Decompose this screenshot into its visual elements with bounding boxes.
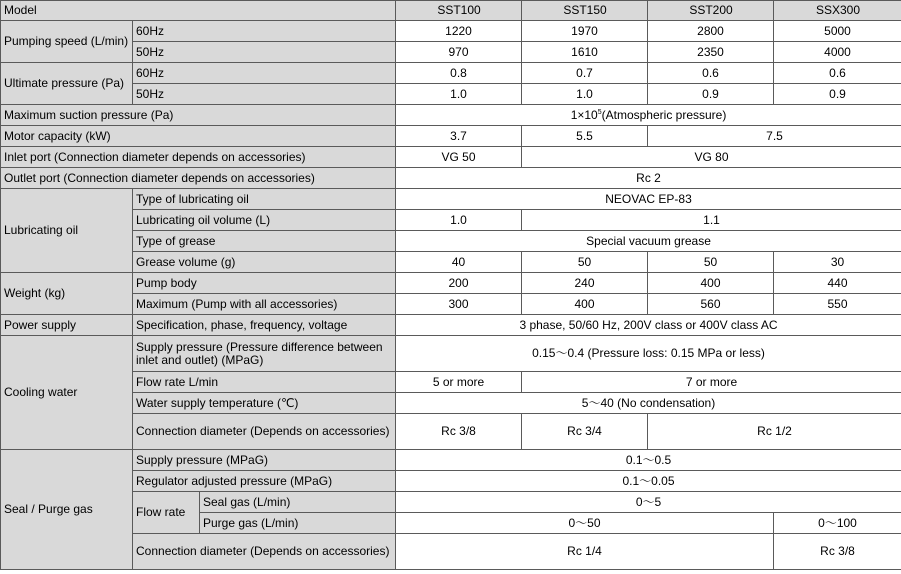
seal-gas-label: Seal gas (L/min) [200, 492, 396, 513]
pumping-speed-label: Pumping speed (L/min) [1, 21, 133, 63]
motor-sst200-ssx300: 7.5 [648, 126, 901, 147]
ultimate-pressure-60-row [1, 63, 901, 84]
motor-sst150: 5.5 [522, 126, 648, 147]
ultimate-pressure-50-row [1, 84, 901, 105]
seal-regulator-value: 0.1～0.05 [396, 471, 901, 492]
grease-volume-row [1, 252, 901, 273]
weight-label: Weight (kg) [1, 273, 133, 315]
lube-volume-label: Lubricating oil volume (L) [133, 210, 396, 231]
outlet-row [1, 168, 901, 189]
weight-max-ssx300: 550 [774, 294, 901, 315]
weight-max-sst100: 300 [396, 294, 522, 315]
grease-volume-sst150: 50 [522, 252, 648, 273]
weight-body-row [1, 273, 901, 294]
seal-conn-row [1, 534, 901, 570]
ultimate-pressure-60-sst200: 0.6 [648, 63, 774, 84]
max-suction-value [396, 105, 901, 126]
ultimate-pressure-50-ssx300: 0.9 [774, 84, 901, 105]
pumping-speed-50-sst150: 1610 [522, 42, 648, 63]
inlet-sst100: VG 50 [396, 147, 522, 168]
cooling-flow-sst100: 5 or more [396, 372, 522, 393]
max-suction-base: 1×10 [570, 107, 598, 122]
cooling-conn-others: Rc 1/2 [648, 414, 901, 450]
lubricating-label: Lubricating oil [1, 189, 133, 273]
pumping-speed-50-row [1, 42, 901, 63]
pumping-speed-50hz-label: 50Hz [133, 42, 396, 63]
seal-supply-row [1, 450, 901, 471]
weight-body-sst100: 200 [396, 273, 522, 294]
lube-volume-sst100: 1.0 [396, 210, 522, 231]
grease-type-row [1, 231, 901, 252]
model-ssx300: SSX300 [774, 1, 901, 21]
cooling-conn-label: Connection diameter (Depends on accessories) [133, 414, 396, 450]
grease-volume-ssx300: 30 [774, 252, 901, 273]
cooling-flow-others: 7 or more [522, 372, 901, 393]
ultimate-pressure-60-sst150: 0.7 [522, 63, 648, 84]
power-value: 3 phase, 50/60 Hz, 200V class or 400V class AC [396, 315, 901, 336]
pumping-speed-60-sst150: 1970 [522, 21, 648, 42]
seal-supply-label: Supply pressure (MPaG) [133, 450, 396, 471]
seal-conn-label: Connection diameter (Depends on accessories) [133, 534, 396, 570]
power-label: Power supply [1, 315, 133, 336]
max-suction-row [1, 105, 901, 126]
ultimate-pressure-50-sst100: 1.0 [396, 84, 522, 105]
power-row [1, 315, 901, 336]
pumping-speed-50-ssx300: 4000 [774, 42, 901, 63]
cooling-flow-label: Flow rate L/min [133, 372, 396, 393]
weight-max-label: Maximum (Pump with all accessories) [133, 294, 396, 315]
outlet-label: Outlet port (Connection diameter depends on accessories) [1, 168, 396, 189]
purge-gas-label: Purge gas (L/min) [200, 513, 396, 534]
cooling-flow-row [1, 372, 901, 393]
pumping-speed-60-sst200: 2800 [648, 21, 774, 42]
weight-body-label: Pump body [133, 273, 396, 294]
weight-max-sst150: 400 [522, 294, 648, 315]
ultimate-pressure-60hz-label: 60Hz [133, 63, 396, 84]
cooling-supply-label: Supply pressure (Pressure difference between inlet and outlet) (MPaG) [133, 336, 396, 372]
cooling-temp-value: 5～40 (No condensation) [396, 393, 901, 414]
seal-regulator-row [1, 471, 901, 492]
max-suction-label: Maximum suction pressure (Pa) [1, 105, 396, 126]
grease-volume-sst200: 50 [648, 252, 774, 273]
inlet-row [1, 147, 901, 168]
max-suction-exponent: 5 [597, 108, 602, 116]
lube-volume-row [1, 210, 901, 231]
ultimate-pressure-50-sst200: 0.9 [648, 84, 774, 105]
seal-flow-label: Flow rate [133, 492, 200, 534]
grease-type-value: Special vacuum grease [396, 231, 901, 252]
motor-row [1, 126, 901, 147]
seal-regulator-label: Regulator adjusted pressure (MPaG) [133, 471, 396, 492]
pumping-speed-50-sst100: 970 [396, 42, 522, 63]
seal-gas-value: 0～5 [396, 492, 901, 513]
ultimate-pressure-50-sst150: 1.0 [522, 84, 648, 105]
model-sst200: SST200 [648, 1, 774, 21]
lube-type-value: NEOVAC EP-83 [396, 189, 901, 210]
ultimate-pressure-60-ssx300: 0.6 [774, 63, 901, 84]
motor-sst100: 3.7 [396, 126, 522, 147]
model-sst150: SST150 [522, 1, 648, 21]
outlet-value: Rc 2 [396, 168, 901, 189]
seal-conn-ssx300: Rc 3/8 [774, 534, 901, 570]
pumping-speed-60-sst100: 1220 [396, 21, 522, 42]
model-label: Model [1, 1, 396, 21]
max-suction-suffix: (Atmospheric pressure) [601, 107, 727, 122]
grease-volume-label: Grease volume (g) [133, 252, 396, 273]
inlet-others: VG 80 [522, 147, 901, 168]
header-row [1, 1, 901, 21]
pumping-speed-60-ssx300: 5000 [774, 21, 901, 42]
grease-type-label: Type of grease [133, 231, 396, 252]
seal-label: Seal / Purge gas [1, 450, 133, 570]
cooling-label: Cooling water [1, 336, 133, 450]
pumping-speed-60-row [1, 21, 901, 42]
cooling-supply-value: 0.15～0.4 (Pressure loss: 0.15 MPa or less) [396, 336, 901, 372]
cooling-conn-sst100: Rc 3/8 [396, 414, 522, 450]
inlet-label: Inlet port (Connection diameter depends on accessories) [1, 147, 396, 168]
lube-type-row [1, 189, 901, 210]
power-spec-label: Specification, phase, frequency, voltage [133, 315, 396, 336]
weight-body-sst200: 400 [648, 273, 774, 294]
weight-body-sst150: 240 [522, 273, 648, 294]
ultimate-pressure-label: Ultimate pressure (Pa) [1, 63, 133, 105]
seal-gas-row [1, 492, 901, 513]
pumping-speed-50-sst200: 2350 [648, 42, 774, 63]
cooling-conn-sst150: Rc 3/4 [522, 414, 648, 450]
weight-max-row [1, 294, 901, 315]
grease-volume-sst100: 40 [396, 252, 522, 273]
cooling-temp-row [1, 393, 901, 414]
lube-type-label: Type of lubricating oil [133, 189, 396, 210]
purge-gas-sst: 0～50 [396, 513, 774, 534]
seal-supply-value: 0.1～0.5 [396, 450, 901, 471]
cooling-conn-row [1, 414, 901, 450]
pumping-speed-60hz-label: 60Hz [133, 21, 396, 42]
cooling-supply-row [1, 336, 901, 372]
weight-max-sst200: 560 [648, 294, 774, 315]
motor-label: Motor capacity (kW) [1, 126, 396, 147]
ultimate-pressure-60-sst100: 0.8 [396, 63, 522, 84]
weight-body-ssx300: 440 [774, 273, 901, 294]
purge-gas-ssx300: 0～100 [774, 513, 901, 534]
seal-conn-sst: Rc 1/4 [396, 534, 774, 570]
cooling-temp-label: Water supply temperature (℃) [133, 393, 396, 414]
lube-volume-others: 1.1 [522, 210, 901, 231]
model-sst100: SST100 [396, 1, 522, 21]
ultimate-pressure-50hz-label: 50Hz [133, 84, 396, 105]
